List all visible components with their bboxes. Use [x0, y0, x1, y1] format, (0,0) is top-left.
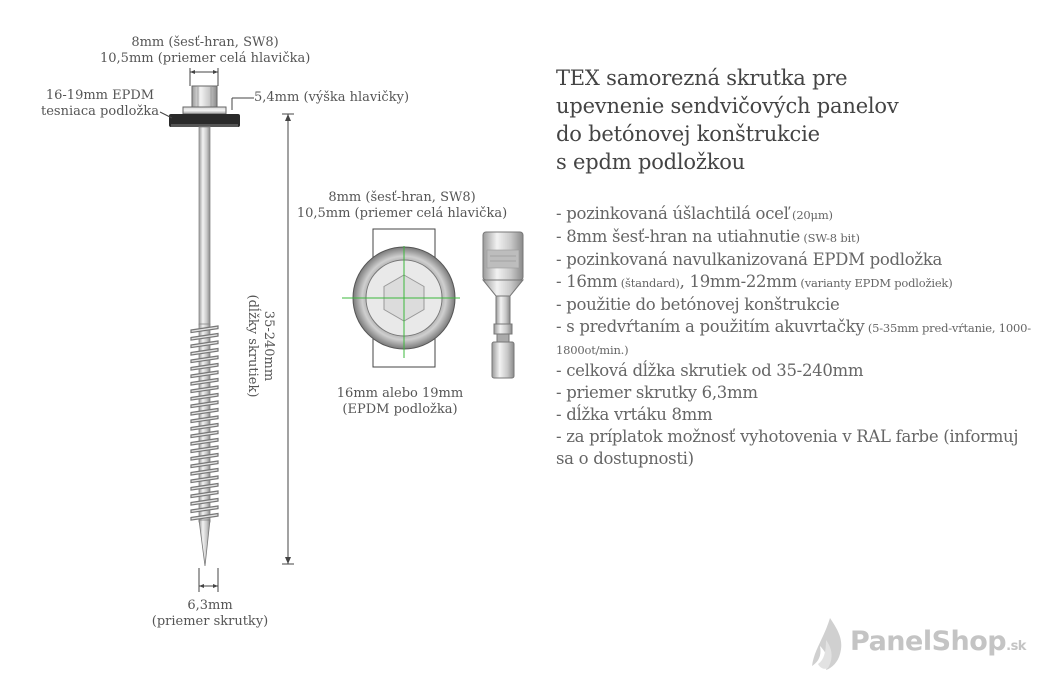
epdm-size-text: 16-19mm EPDM: [45, 88, 155, 103]
head-top-view: [342, 229, 460, 367]
length-label: [244, 266, 276, 426]
feature-item: - pozinkovaná úšlachtilá oceľ (20μm): [556, 204, 833, 223]
epdm-washer-label: [40, 88, 160, 120]
panelshop-logo: [806, 616, 1036, 672]
top-view-head-diameter-text: 10,5mm (priemer celá hlavička): [296, 206, 508, 221]
logo-text: PanelShop.sk: [850, 626, 1026, 657]
head-size-label: [100, 35, 310, 67]
feature-item: - použitie do betónovej konštrukcie: [556, 295, 840, 314]
title-line: do betónovej konštrukcie: [556, 122, 820, 146]
head-size-text: 8mm (šesť-hran, SW8): [131, 35, 279, 50]
feature-item: - celková dĺžka skrutiek od 35-240mm: [556, 361, 864, 380]
feature-item: - dĺžka vrtáku 8mm: [556, 405, 713, 424]
feature-item: - za príplatok možnosť vyhotovenia v RAL farbe (informuj sa o dostupnosti): [556, 427, 1019, 468]
title-line: s epdm podložkou: [556, 150, 745, 174]
feature-item: - pozinkovaná navulkanizovaná EPDM podložka: [556, 250, 943, 269]
length-value-text: 35-240mm: [261, 310, 276, 382]
washer-desc-text: (EPDM podložka): [342, 402, 458, 417]
screw-illustration: [169, 86, 240, 566]
diameter-label: [130, 598, 290, 630]
title-line: TEX samorezná skrutka pre: [556, 66, 848, 90]
head-diameter-text: 10,5mm (priemer celá hlavička): [100, 51, 311, 66]
top-view-head-size-text: 8mm (šesť-hran, SW8): [328, 190, 476, 205]
title-line: upevnenie sendvičových panelov: [556, 94, 899, 118]
hex-bit-illustration: [483, 232, 523, 378]
top-view-head-label: [292, 190, 512, 222]
feature-item: - 16mm (štandard), 19mm-22mm (varianty EPDM podložiek): [556, 272, 953, 291]
washer-size-text: 16mm alebo 19mm: [336, 386, 464, 401]
head-height-label: 5,4mm (výška hlavičky): [254, 90, 410, 105]
diameter-desc-text: (priemer skrutky): [151, 614, 269, 629]
feature-item: - 8mm šesť-hran na utiahnutie (SW-8 bit): [556, 227, 860, 246]
epdm-desc-text: tesniaca podložka: [41, 104, 159, 119]
diameter-value-text: 6,3mm: [187, 598, 233, 613]
feature-list: [556, 203, 1046, 470]
feature-item: - s predvŕtaním a použitím akuvrtačky (5-35mm pred-vŕtanie, 1000-1800ot/min.): [556, 317, 1031, 357]
washer-size-label: [320, 386, 480, 418]
product-title: [556, 64, 1036, 176]
feature-item: - priemer skrutky 6,3mm: [556, 383, 758, 402]
length-desc-text: (dĺžky skrutiek): [245, 294, 260, 398]
